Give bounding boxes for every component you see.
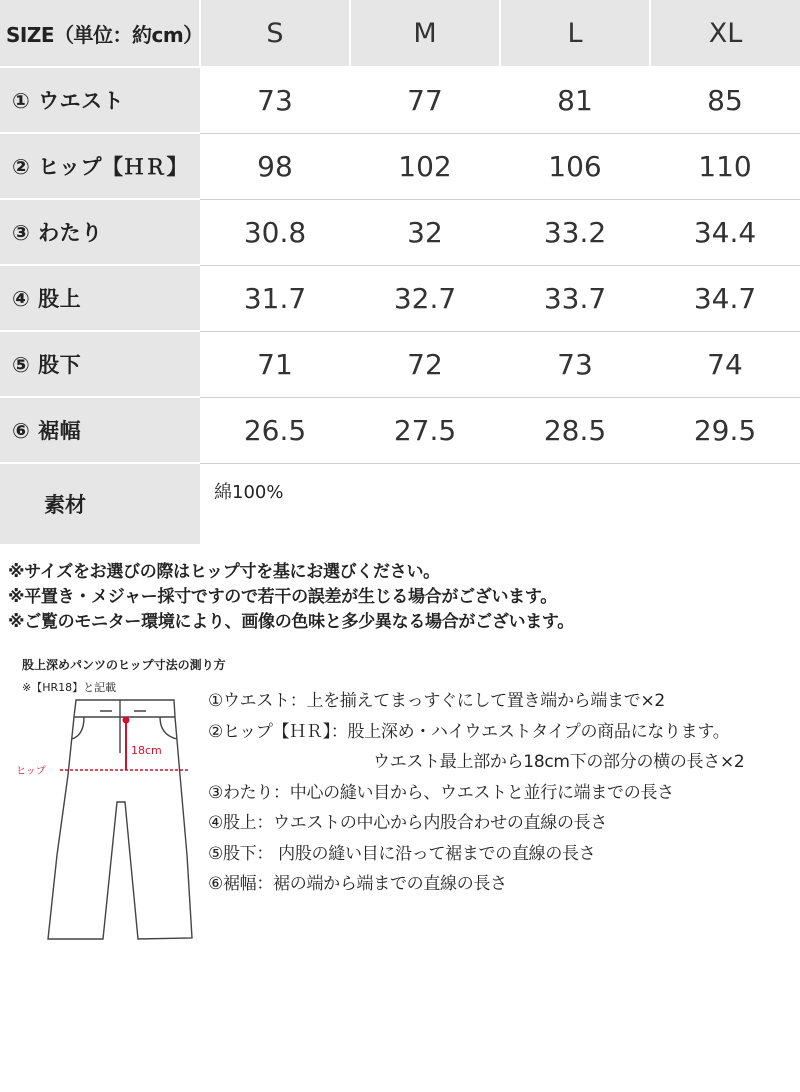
cell: 74 [650, 331, 800, 397]
cell: 102 [350, 133, 500, 199]
length-label: 18cm [131, 744, 162, 757]
note: ※平置き・メジャー採寸ですので若干の誤差が生じる場合がございます。 [8, 587, 557, 607]
row-label: ③ わたり [0, 199, 200, 265]
cell: 26.5 [200, 397, 350, 463]
size-header-label: SIZE（単位：約cm） [0, 0, 200, 67]
size-l: L [500, 0, 650, 67]
size-m: M [350, 0, 500, 67]
hip-label: ヒップ [16, 766, 46, 777]
pants-outline [48, 700, 192, 939]
notes [8, 560, 574, 635]
measure-subtitle: ※【HR18】と記載 [22, 681, 117, 694]
row-label: ① ウエスト [0, 67, 200, 133]
definition: ①ウエスト：上を揃えてまっすぐにして置き端から端まで×2 [208, 691, 665, 711]
table-row [0, 265, 800, 331]
row-label: ⑥ 裾幅 [0, 397, 200, 463]
cell: 77 [350, 67, 500, 133]
row-label: ④ 股上 [0, 265, 200, 331]
cell: 32 [350, 199, 500, 265]
cell: 33.7 [500, 265, 650, 331]
definition: ③わたり：中心の縫い目から、ウエストと並行に端までの長さ [208, 782, 674, 803]
measure-title: 股上深めパンツのヒップ寸法の測り方 [22, 658, 226, 672]
measure-definitions [208, 686, 744, 900]
material-label: 素材 [0, 463, 200, 545]
note: ※サイズをお選びの際はヒップ寸を基にお選びください。 [8, 562, 440, 582]
cell: 98 [200, 133, 350, 199]
cell: 34.7 [650, 265, 800, 331]
cell: 73 [500, 331, 650, 397]
cell: 106 [500, 133, 650, 199]
hip-measure-marks [16, 717, 190, 777]
material-value: 綿100% [200, 463, 800, 545]
size-header-row [0, 0, 800, 67]
cell: 73 [200, 67, 350, 133]
table-row [0, 199, 800, 265]
definition: ②ヒップ【ＨＲ】：股上深め・ハイウエストタイプの商品になります。 [208, 721, 730, 742]
waist-point [123, 717, 129, 723]
table-row [0, 331, 800, 397]
cell: 32.7 [350, 265, 500, 331]
cell: 34.4 [650, 199, 800, 265]
table-row [0, 133, 800, 199]
cell: 29.5 [650, 397, 800, 463]
pants-diagram [0, 695, 200, 965]
row-label: ② ヒップ【ＨＲ】 [0, 133, 200, 199]
cell: 30.8 [200, 199, 350, 265]
note: ※ご覧のモニター環境により、画像の色味と多少異なる場合がございます。 [8, 612, 574, 632]
cell: 85 [650, 67, 800, 133]
cell: 33.2 [500, 199, 650, 265]
definition: ⑤股下： 内股の縫い目に沿って裾までの直線の長さ [208, 843, 596, 864]
size-s: S [200, 0, 350, 67]
cell: 28.5 [500, 397, 650, 463]
cell: 81 [500, 67, 650, 133]
row-label: ⑤ 股下 [0, 331, 200, 397]
size-xl: XL [650, 0, 800, 67]
definition: ウエスト最上部から18cm下の部分の横の長さ×2 [373, 752, 745, 772]
table-row [0, 397, 800, 463]
cell: 71 [200, 331, 350, 397]
definition: ④股上：ウエストの中心から内股合わせの直線の長さ [208, 813, 608, 833]
cell: 72 [350, 331, 500, 397]
cell: 110 [650, 133, 800, 199]
cell: 27.5 [350, 397, 500, 463]
definition: ⑥裾幅：裾の端から端までの直線の長さ [208, 874, 507, 894]
material-row [0, 463, 800, 545]
table-row [0, 67, 800, 133]
cell: 31.7 [200, 265, 350, 331]
